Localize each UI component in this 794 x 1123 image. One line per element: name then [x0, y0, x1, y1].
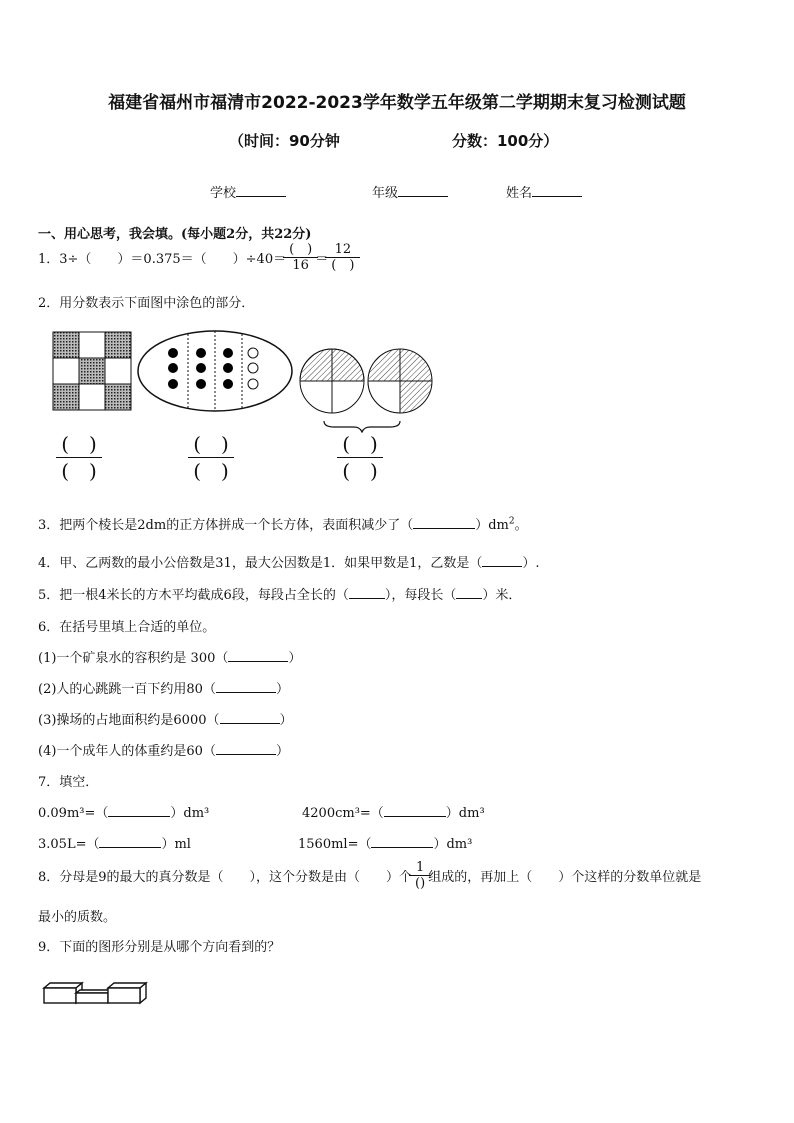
q2-figures [48, 326, 440, 416]
quarter-circles [300, 349, 432, 413]
q6-blank-1[interactable] [228, 649, 288, 662]
q9-cube-view [42, 980, 158, 1006]
section-heading: 一、用心思考，我会填。(每小题2分，共22分) [38, 227, 312, 242]
question-3: 3．把两个棱长是2dm的正方体拼成一个长方体，表面积减少了（ ）$dm^2$。 [38, 516, 528, 533]
page-title: 福建省福州市福清市2022-2023学年数学五年级第二学期期末复习检测试题 [108, 93, 686, 113]
q1-text: 1．3÷（ ）＝0.375＝（ ）÷40＝ [38, 252, 287, 267]
time-label: （时间：90分钟 [229, 132, 340, 150]
q7-row-1a: 0.09m³=（ ）dm³ [38, 806, 210, 821]
question-4: 4．甲、乙两数的最小公倍数是31，最大公因数是1．如果甲数是1，乙数是（ ）. [38, 556, 540, 571]
q7-row-1b: 4200cm³=（ ）dm³ [302, 806, 485, 821]
q6-item-2: (2)人的心跳跳一百下约用80（ ） [38, 682, 289, 697]
question-6: 6．在括号里填上合适的单位。 [38, 620, 216, 635]
score-label: 分数：100分） [452, 132, 559, 150]
question-7: 7．填空． [38, 775, 99, 790]
q8-fraction: $\frac{1}{()}$ [412, 860, 428, 891]
name-field[interactable] [506, 182, 582, 201]
q7-blank-2[interactable] [384, 804, 446, 817]
q5-blank-1[interactable] [349, 586, 385, 599]
q5-blank-2[interactable] [456, 586, 482, 599]
dot-ellipse [138, 331, 292, 411]
q1-equals: ＝ [315, 252, 329, 267]
q6-blank-3[interactable] [220, 711, 280, 724]
q6-item-4: (4)一个成年人的体重约是60（ ） [38, 744, 289, 759]
q7-row-2b: 1560ml=（ ）dm³ [298, 837, 473, 852]
q6-blank-4[interactable] [216, 742, 276, 755]
question-9: 9．下面的图形分别是从哪个方向看到的？ [38, 940, 281, 955]
question-5: 5．把一根4米长的方木平均截成6段，每段占全长的（ ），每段长（ ）米． [38, 588, 522, 603]
q6-item-1: (1)一个矿泉水的容积约是 300（ ） [38, 651, 302, 666]
q7-row-2a: 3.05L=（ ）ml [38, 837, 191, 852]
q1-fraction-2: $\frac{12}{( )}$ [328, 242, 357, 273]
q6-item-3: (3)操场的占地面积约是6000（ ） [38, 713, 293, 728]
answer-fraction-1[interactable]: ( ) ( ) [56, 432, 102, 483]
q3-blank[interactable] [413, 516, 475, 529]
q1-fraction-1: $\frac{( )}{16}$ [286, 242, 315, 273]
question-8-cont: 最小的质数。 [38, 910, 117, 925]
name-label: 姓名 [506, 186, 533, 201]
answer-fraction-2[interactable]: ( ) ( ) [188, 432, 234, 483]
question-1 [38, 242, 357, 273]
q6-blank-2[interactable] [216, 680, 276, 693]
q7-blank-4[interactable] [371, 835, 433, 848]
shaded-grid [53, 332, 131, 410]
grade-field[interactable] [372, 182, 448, 201]
question-2: 2．用分数表示下面图中涂色的部分． [38, 296, 255, 311]
answer-fraction-3[interactable]: ( ) ( ) [337, 432, 383, 483]
grade-label: 年级 [372, 186, 399, 201]
q7-blank-3[interactable] [99, 835, 161, 848]
q7-blank-1[interactable] [108, 804, 170, 817]
question-8: 8．分母是9的最大的真分数是（ ），这个分数是由（ ）个 $\frac{1}{()}$ 组成的，再加上（ ）个这样的分数单位就是 [38, 860, 702, 891]
q4-blank[interactable] [482, 554, 522, 567]
brace-icon [322, 419, 402, 433]
school-label: 学校 [210, 186, 237, 201]
school-field[interactable] [210, 182, 286, 201]
